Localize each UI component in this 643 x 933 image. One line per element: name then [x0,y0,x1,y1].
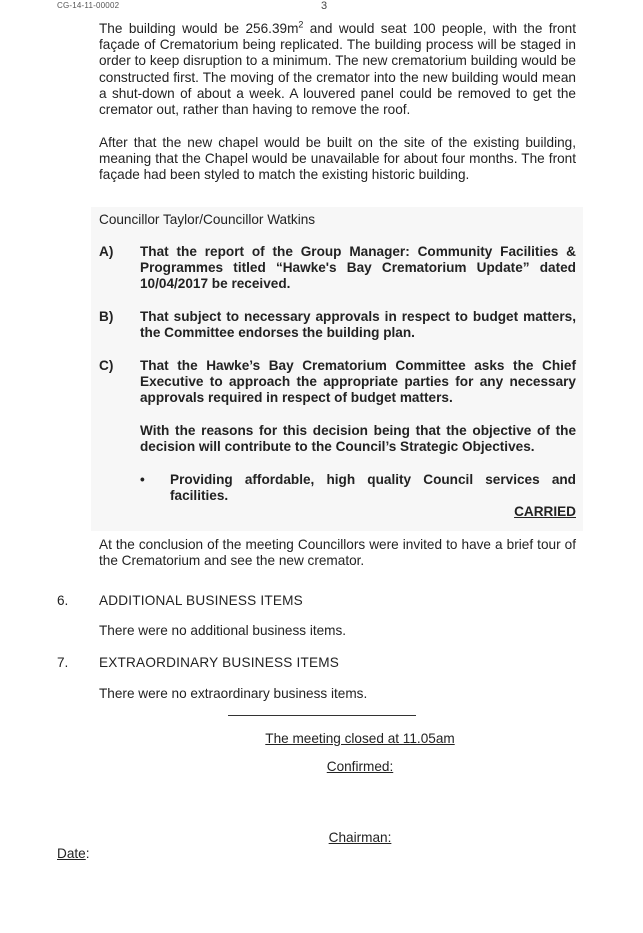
discussion-paragraph-2: After that the new chapel would be built on the site of the existing building, meaning that the Chapel would be unavailable for about four months. The front façade had been styled to match the existing historic building. [99,135,576,183]
para1-text-b: and would seat 100 people, with the front façade of Crematorium being replicated. The building process will be staged in order to keep disruption to a minimum. The new crematorium building would be constructed first. The moving of the cremator into the new building would mean a shut-down of about a week. A louvered panel could be removed to get the cremator out, rather than having to remove the roof. [99,21,576,118]
resolution-text: That the Hawke’s Bay Crematorium Committee asks the Chief Executive to approach the appropriate parties for any necessary approvals required in respect of budget matters. [140,358,576,406]
resolution-text: That subject to necessary approvals in respect to budget matters, the Committee endorses the building plan. [140,309,576,341]
resolution-a [99,244,576,294]
section-body-additional-business: There were no additional business items. [99,623,347,638]
resolution-label: C) [99,358,114,373]
resolution-label: B) [99,309,114,324]
bullet-point: • [140,472,145,487]
page-number: 3 [321,0,328,12]
document-reference: CG-14-11-00002 [57,1,120,10]
resolution-text: That the report of the Group Manager: Community Facilities & Programmes titled “Hawke's Bay Crematorium Update” dated 10/04/2017 be received. [140,244,576,292]
section-number-6: 6. [57,593,69,608]
section-title-additional-business: ADDITIONAL BUSINESS ITEMS [99,593,303,608]
resolution-b [99,309,576,343]
para1-text-a: The building would be 256.39m [99,21,299,36]
meeting-closed-text: The meeting closed at 11.05am [265,731,455,746]
resolution-c [99,358,576,408]
strategic-objective-bullet: Providing affordable, high quality Council services and facilities. [170,472,576,504]
motion-result: CARRIED [514,504,576,519]
section-body-extraordinary-business: There were no extraordinary business items. [99,686,368,701]
chairman-label: Chairman: [328,830,392,845]
date-colon: : [85,846,90,861]
date-label-text: Date [57,846,86,861]
section-number-7: 7. [57,655,69,670]
closing-divider [228,715,416,716]
superscript-squared: 2 [298,19,304,30]
resolution-label: A) [99,244,114,259]
section-title-extraordinary-business: EXTRAORDINARY BUSINESS ITEMS [99,655,340,670]
date-label [57,846,90,862]
motion-movers: Councillor Taylor/Councillor Watkins [99,212,316,227]
decision-reasons: With the reasons for this decision being that the objective of the decision will contribute to the Council’s Strategic Objectives. [140,423,576,455]
confirmed-label: Confirmed: [326,759,394,774]
conclusion-paragraph: At the conclusion of the meeting Councillors were invited to have a brief tour of the Crematorium and see the new cremator. [99,537,576,569]
discussion-paragraph-1 [99,21,576,118]
